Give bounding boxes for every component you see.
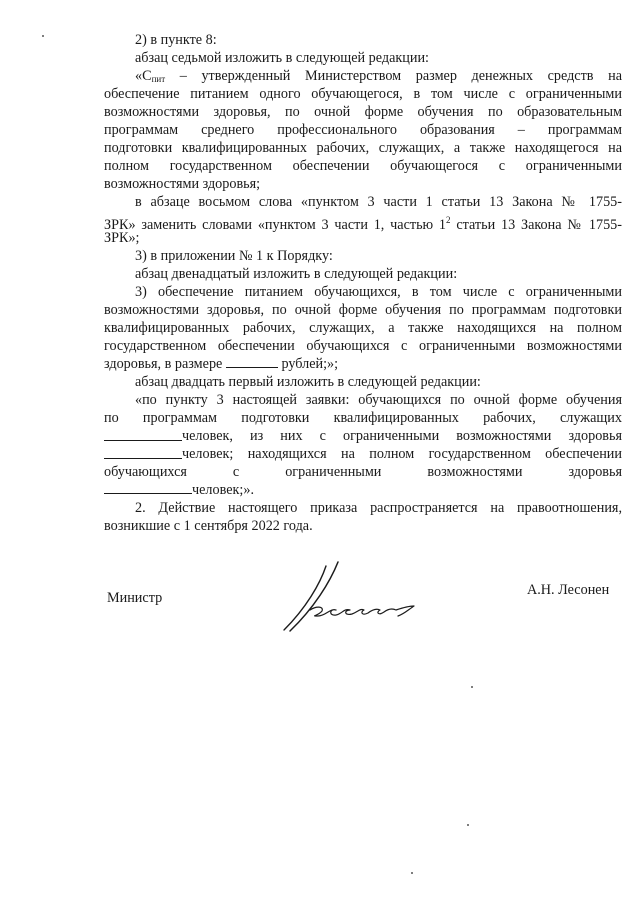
paragraph-line: по программам подготовки квалифицированных рабочих, служащих (104, 410, 622, 426)
text-fragment: – утвержденный Министерством размер денежных средств на (165, 68, 622, 84)
paragraph-line: возникшие с 1 сентября 2022 года. (104, 518, 313, 534)
paragraph-line: абзац седьмой изложить в следующей редакции: (135, 50, 430, 66)
paragraph-line: обеспечение питанием одного обучающегося, в том числе с ограниченными (104, 86, 622, 102)
fill-in-blank (104, 481, 192, 494)
handwritten-signature (280, 556, 430, 636)
text-fragment: «С (135, 68, 152, 84)
paragraph-line: программам среднего профессионального образования – программам (104, 122, 622, 138)
text-fragment: статьи 13 Закона № 1755- (450, 217, 622, 233)
paragraph-line: возможностями здоровья, по очной форме обучения по образовательным (104, 104, 622, 120)
paragraph-line: абзац двадцать первый изложить в следующей редакции: (135, 374, 481, 390)
paragraph-line (104, 211, 622, 233)
paragraph-line: 3) обеспечение питанием обучающихся, в том числе с ограниченными (135, 284, 622, 300)
item-3-heading: 3) в приложении № 1 к Порядку: (135, 248, 333, 264)
paragraph-line: ЗРК»; (104, 230, 140, 246)
item-2-heading: 2) в пункте 8: (135, 32, 217, 48)
text-fragment: рублей;»; (277, 356, 339, 372)
paragraph-line: обучающихся с ограниченными возможностями здоровья (104, 464, 622, 480)
paragraph-line: возможностями здоровья, по очной форме обучения по программам подготовки (104, 302, 622, 318)
paragraph-line: полном государственном обеспечении обучающегося с ограниченными (104, 158, 622, 174)
paragraph-line: возможностями здоровья; (104, 176, 261, 192)
text-fragment: человек, из них с ограниченными возможностями здоровья (182, 428, 622, 444)
text-fragment: человек; находящихся на полном государственном обеспечении (182, 446, 622, 462)
paragraph-line: государственном обеспечении обучающихся с ограниченными возможностями (104, 338, 622, 354)
paragraph-line (104, 481, 622, 499)
text-fragment: ЗРК» заменить словами «пунктом 3 части 1, частью 1 (104, 217, 447, 233)
signatory-name: А.Н. Лесонен (527, 582, 610, 598)
paragraph-line (104, 427, 622, 445)
fill-in-blank (226, 355, 278, 368)
scan-artifact (471, 686, 473, 688)
signature-stroke (310, 606, 414, 616)
paragraph-line: квалифицированных рабочих, служащих, а также находящихся на полном (104, 320, 622, 336)
paragraph-line (135, 67, 622, 85)
paragraph-line: «по пункту 3 настоящей заявки: обучающихся по очной форме обучения (135, 392, 622, 408)
paragraph-line (104, 445, 622, 463)
item-2-effect: 2. Действие настоящего приказа распространяется на правоотношения, (135, 500, 622, 516)
signatory-title: Министр (107, 590, 163, 606)
fill-in-blank (104, 427, 182, 441)
fill-in-blank (104, 445, 182, 459)
scan-artifact (42, 35, 44, 37)
paragraph-line: подготовки квалифицированных рабочих, служащих, а также находящегося на (104, 140, 622, 156)
scan-artifact (467, 824, 469, 826)
text-fragment: человек;». (192, 482, 254, 498)
scan-artifact (411, 872, 413, 874)
superscript: 2 (446, 215, 451, 225)
text-fragment: здоровья, в размере (104, 356, 226, 372)
paragraph-line: в абзаце восьмом слова «пунктом 3 части 1 статьи 13 Закона № 1755- (135, 194, 622, 210)
subscript: пит (151, 74, 166, 84)
paragraph-line: абзац двенадцатый изложить в следующей редакции: (135, 266, 458, 282)
paragraph-line (104, 355, 622, 373)
signature-stroke (284, 566, 326, 630)
signature-stroke (290, 562, 338, 631)
